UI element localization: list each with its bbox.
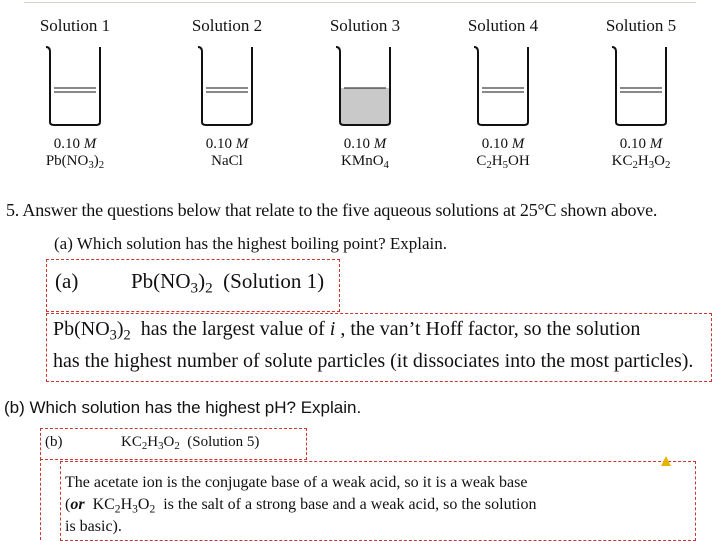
concentration: 0.10 M (53, 136, 97, 152)
explanation-b-line-2: (or $KC_2H_3O_2$ is the salt of a strong base and a weak acid, so the solution (65, 496, 537, 516)
answer-a-text: $Pb(NO_3)_2$ (Solution 1) (131, 269, 325, 297)
formula: KMnO$_4$ (341, 153, 389, 172)
solution-3 (310, 16, 420, 170)
concentration: 0.10 M (343, 136, 387, 152)
concentration: 0.10 M (481, 136, 525, 152)
solution-5 (586, 16, 696, 170)
answer-b-label: (b) (45, 434, 63, 450)
question-5: 5. Answer the questions below that relate to the five aqueous solutions at 25°C shown above. (6, 200, 658, 220)
solution-name: Solution 5 (605, 16, 677, 35)
warning-triangle-icon (660, 455, 672, 467)
explanation-b-box (60, 461, 696, 541)
answer-a-label: (a) (55, 269, 79, 293)
answer-b-box (40, 428, 307, 460)
explanation-a-line-2: has the highest number of solute particles (it dissociates into the most particles). (53, 350, 694, 372)
question-b: (b) Which solution has the highest pH? Explain. (4, 398, 362, 417)
concentration: 0.10 M (619, 136, 663, 152)
formula: NaCl (211, 153, 243, 169)
explanation-a-box (46, 313, 712, 382)
beaker-icon (468, 44, 538, 128)
beaker-filled-icon (330, 44, 400, 128)
explanation-a-line-1: $Pb(NO_3)_2$ has the largest value of i , the van’t Hoff factor, so the solution (53, 318, 641, 344)
answer-a-box (46, 259, 340, 312)
explanation-b-line-3: is basic). (65, 518, 122, 535)
formula: $Pb(NO_3)_2$ (45, 153, 105, 172)
question-a: (a) Which solution has the highest boiling point? Explain. (54, 234, 447, 253)
beaker-icon (606, 44, 676, 128)
beaker-icon (40, 44, 110, 128)
solution-name: Solution 3 (329, 16, 401, 35)
dashed-connector (40, 458, 42, 540)
beaker-icon (192, 44, 262, 128)
solution-1 (20, 16, 130, 170)
solution-name: Solution 4 (467, 16, 539, 35)
top-rule (24, 2, 696, 3)
answer-b-text: $KC_2H_3O_2$ (Solution 5) (121, 434, 260, 453)
solution-4 (448, 16, 558, 170)
formula: $KC_2H_3O_2$ (611, 153, 671, 172)
solution-name: Solution 1 (39, 16, 111, 35)
concentration: 0.10 M (205, 136, 249, 152)
explanation-b-line-1: The acetate ion is the conjugate base of a weak acid, so it is a weak base (65, 474, 528, 491)
solution-name: Solution 2 (191, 16, 263, 35)
solution-2 (172, 16, 282, 170)
formula: $C_2H_5OH$ (476, 153, 530, 172)
